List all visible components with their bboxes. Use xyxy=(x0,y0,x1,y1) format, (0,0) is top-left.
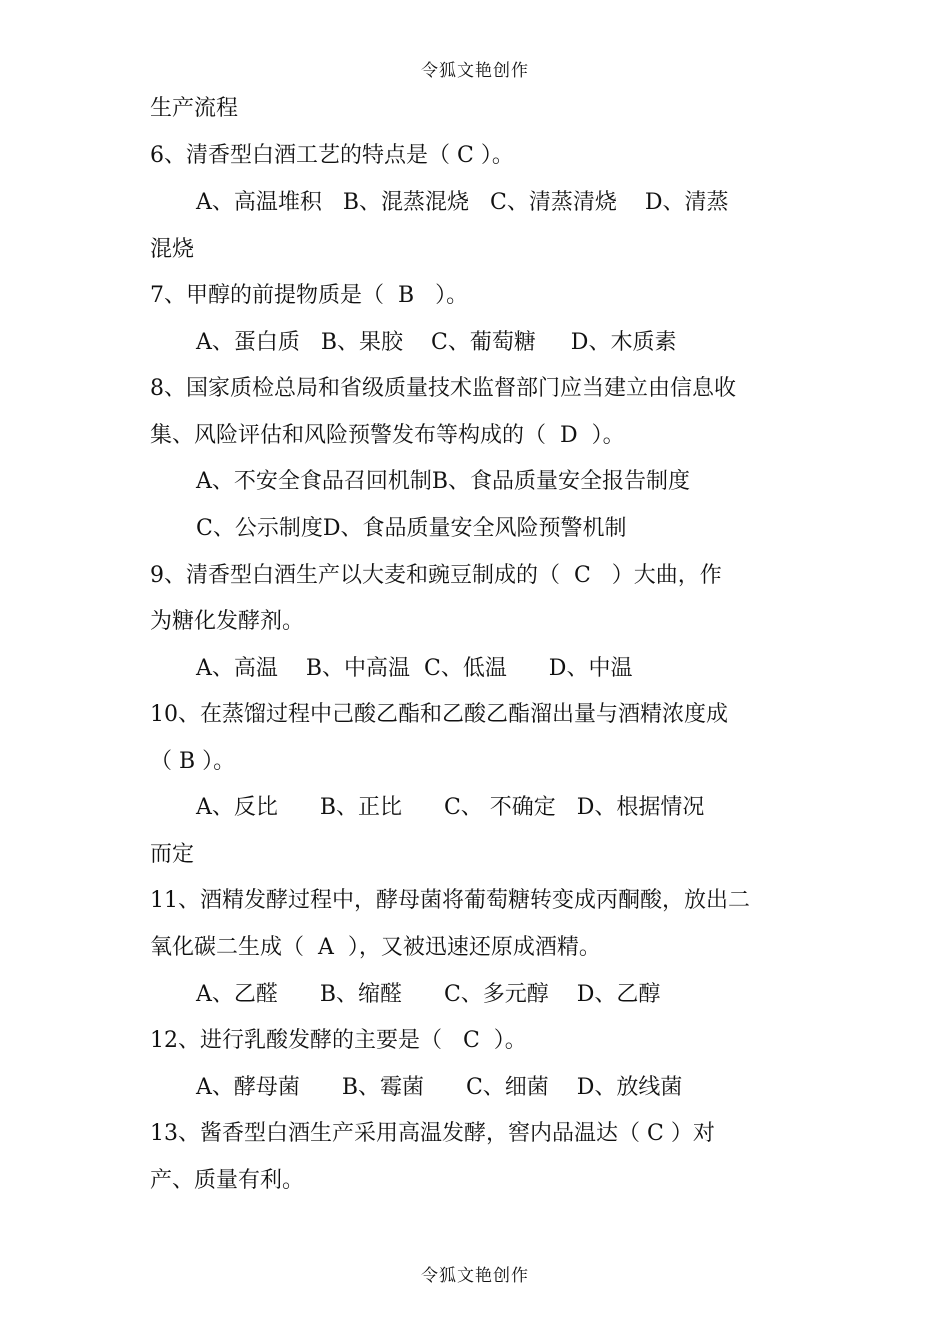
question-8-options: C、公示制度D、食品质量安全风险预警机制 xyxy=(196,516,627,541)
text-line: 混烧 xyxy=(150,237,195,262)
text-line: （ B ）。 xyxy=(150,749,236,774)
question-6-options: A、高温堆积 B、混蒸混烧 C、清蒸清烧 D、清蒸 xyxy=(196,190,729,215)
text-line: 产、质量有利。 xyxy=(150,1168,305,1193)
question-7-options: A、蛋白质 B、果胶 C、葡萄糖 D、木质素 xyxy=(196,330,677,355)
page-footer: 令狐文艳创作 xyxy=(421,1266,529,1286)
question-11: 11、酒精发酵过程中，酵母菌将葡萄糖转变成丙酮酸，放出二 xyxy=(150,888,750,913)
question-10-options: A、反比 B、正比 C、 不确定 D、根据情况 xyxy=(196,795,705,820)
question-9: 9、清香型白酒生产以大麦和豌豆制成的（ C ）大曲，作 xyxy=(150,563,722,588)
text-line: 集、风险评估和风险预警发布等构成的（ D ）。 xyxy=(150,423,625,448)
question-6: 6、清香型白酒工艺的特点是（ C ）。 xyxy=(150,143,514,168)
question-9-options: A、高温 B、中高温 C、低温 D、中温 xyxy=(196,656,633,681)
question-12-options: A、酵母菌 B、霉菌 C、细菌 D、放线菌 xyxy=(196,1075,683,1100)
question-7: 7、甲醇的前提物质是（ B ）。 xyxy=(150,283,469,308)
question-8-options: A、不安全食品召回机制B、食品质量安全报告制度 xyxy=(196,469,691,494)
question-10: 10、在蒸馏过程中己酸乙酯和乙酸乙酯溜出量与酒精浓度成 xyxy=(150,702,728,727)
text-line: 为糖化发酵剂。 xyxy=(150,609,305,634)
question-13: 13、酱香型白酒生产采用高温发酵，窖内品温达（ C ）对 xyxy=(150,1121,715,1146)
page-header: 令狐文艳创作 xyxy=(421,61,529,81)
question-8: 8、国家质检总局和省级质量技术监督部门应当建立由信息收 xyxy=(150,376,736,401)
question-12: 12、进行乳酸发酵的主要是（ C ）。 xyxy=(150,1028,527,1053)
text-line: 生产流程 xyxy=(150,96,239,121)
text-line: 而定 xyxy=(150,842,195,867)
question-11-options: A、乙醛 B、缩醛 C、多元醇 D、乙醇 xyxy=(196,982,661,1007)
text-line: 氧化碳二生成（ A ），又被迅速还原成酒精。 xyxy=(150,935,601,960)
